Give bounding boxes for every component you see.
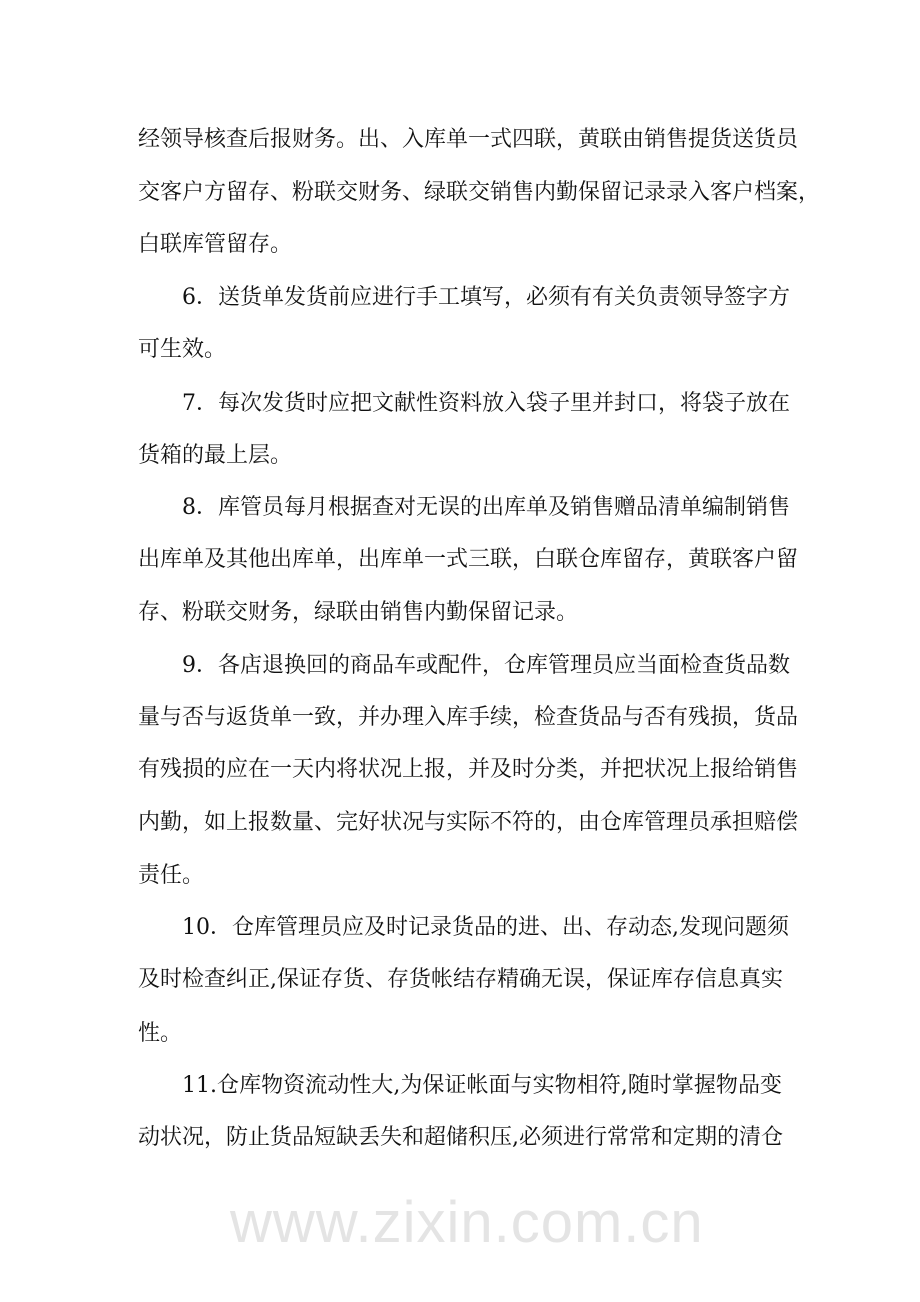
text-line: 经领导核查后报财务。出、入库单一式四联，黄联由销售提货送货员 <box>138 127 799 152</box>
text-line: 9．各店退换回的商品车或配件，仓库管理员应当面检查货品数 <box>182 653 790 678</box>
text-line: 8．库管员每月根据查对无误的出库单及销售赠品清单编制销售 <box>182 495 790 520</box>
text-line: 及时检查纠正,保证存货、存货帐结存精确无误，保证库存信息真实 <box>138 967 783 992</box>
text-line: 交客户方留存、粉联交财务、绿联交销售内勤保留记录录入客户档案， <box>138 180 821 205</box>
text-line: 7．每次发货时应把文献性资料放入袋子里并封口，将袋子放在 <box>182 391 790 416</box>
text-line: 6．送货单发货前应进行手工填写，必须有有关负责领导签字方 <box>182 285 790 310</box>
text-line: 出库单及其他出库单，出库单一式三联，白联仓库留存，黄联客户留 <box>138 547 799 572</box>
text-line: 可生效。 <box>138 337 227 362</box>
text-line: 白联库管留存。 <box>138 232 293 257</box>
text-line: 有残损的应在一天内将状况上报，并及时分类，并把状况上报给销售 <box>138 757 799 782</box>
text-line: 内勤，如上报数量、完好状况与实际不符的，由仓库管理员承担赔偿 <box>138 810 799 835</box>
text-line: 存、粉联交财务，绿联由销售内勤保留记录。 <box>138 600 579 625</box>
text-line: 11.仓库物资流动性大,为保证帐面与实物相符,随时掌握物品变 <box>182 1073 782 1098</box>
text-line: 10．仓库管理员应及时记录货品的进、出、存动态,发现问题须 <box>182 915 789 940</box>
watermark: www.zixin.com.cn <box>230 1190 704 1255</box>
text-line: 量与否与返货单一致，并办理入库手续，检查货品与否有残损，货品 <box>138 705 799 730</box>
text-line: 责任。 <box>138 863 205 888</box>
text-line: 动状况，防止货品短缺丢失和超储积压,必须进行常常和定期的清仓 <box>138 1125 783 1150</box>
text-line: 性。 <box>138 1021 183 1046</box>
text-line: 货箱的最上层。 <box>138 443 293 468</box>
